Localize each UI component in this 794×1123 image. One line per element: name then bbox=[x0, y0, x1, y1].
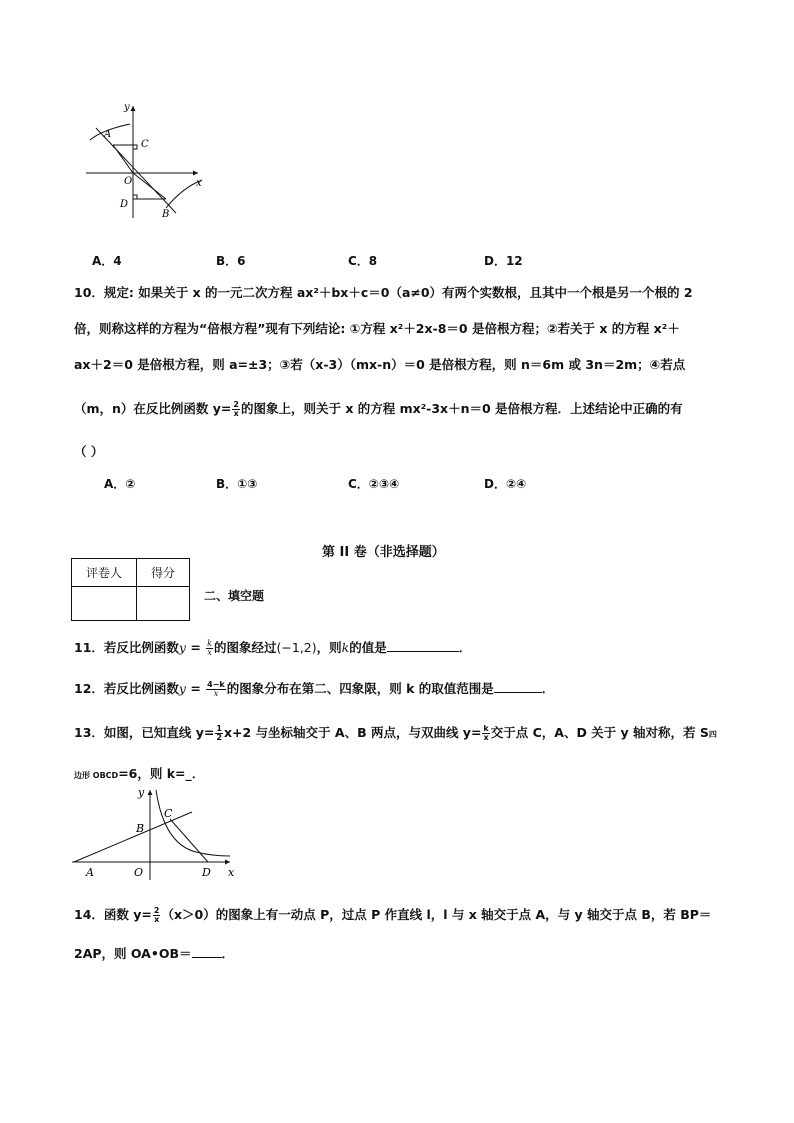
q10-line-3: ax＋2＝0 是倍根方程，则 a=±3；③若（x-3）（mx-n）＝0 是倍根方程，则 n＝6m 或 3n＝2m；④若点 bbox=[74, 357, 686, 372]
q9-figure bbox=[82, 100, 222, 225]
q13-figure bbox=[66, 784, 246, 884]
q9-option-d: D．12 bbox=[484, 254, 523, 268]
q10-option-d: D．②④ bbox=[484, 477, 527, 491]
q10-option-b: B．①③ bbox=[216, 477, 258, 491]
score-table-header-score: 得分 bbox=[137, 559, 190, 587]
fraction-1-over-2: $\frac{1}{2}$ bbox=[216, 724, 222, 742]
q10-line-5: （ ） bbox=[74, 444, 104, 459]
q10-line-4: （m，n）在反比例函数 y= $\frac{2}{x}$ 的图象上，则关于 x 的方程 mx²-3x＋n＝0 是倍根方程．上述结论中正确的有 bbox=[74, 400, 683, 418]
x-axis-label: x bbox=[196, 178, 202, 189]
point-c-label: C bbox=[164, 807, 173, 820]
q9-option-c: C．8 bbox=[348, 254, 378, 268]
q12-line: 12．若反比例函数y = $\frac{4-k}{x}$ 的图象分布在第二、四象限，则 k 的取值范围是 ． bbox=[74, 680, 555, 698]
y-axis-label: y bbox=[138, 786, 145, 799]
q14-line-1: 14．函数 y= $\frac{2}{x}$ （x＞0）的图象上有一动点 P，过点 P 作直线 l，l 与 x 轴交于点 A，与 y 轴交于点 B，若 BP＝ bbox=[74, 906, 712, 924]
right-angle-d bbox=[133, 195, 137, 199]
point-o-label: O bbox=[124, 176, 133, 187]
q9-option-b: B．6 bbox=[216, 254, 246, 268]
score-table-cell-grader[interactable] bbox=[72, 587, 137, 621]
q10-option-c: C．②③④ bbox=[348, 477, 400, 491]
point-a-label: A bbox=[104, 129, 112, 140]
q10-option-a: A．② bbox=[104, 477, 136, 491]
part-2-title: 二、填空题 bbox=[204, 589, 265, 603]
q10-line-1: 10．规定: 如果关于 x 的一元二次方程 ax²＋bx＋c＝0（a≠0）有两个实数根，且其中一个根是另一个根的 2 bbox=[74, 285, 693, 300]
q11-line: 11．若反比例函数y = $\frac{k}{x}$ 的图象经过(−1,2)，则k的值是 ． bbox=[74, 639, 472, 657]
segment-ob bbox=[133, 173, 166, 199]
x-axis-label: x bbox=[228, 866, 235, 879]
point-d-label: D bbox=[120, 199, 129, 210]
line-ab bbox=[96, 128, 176, 213]
q14-answer-blank[interactable] bbox=[192, 957, 222, 958]
q13-line-2: 边形 OBCD=6，则 k=_． bbox=[74, 766, 205, 781]
q14-line-2: 2AP，则 OA•OB＝ ． bbox=[74, 946, 235, 961]
fraction-k-over-x: $\frac{k}{x}$ bbox=[483, 724, 489, 742]
point-d-label: D bbox=[202, 866, 211, 879]
y-axis-label: y bbox=[124, 102, 130, 113]
q11-answer-blank[interactable] bbox=[387, 651, 459, 652]
fraction-k-over-x: $\frac{k}{x}$ bbox=[207, 639, 213, 657]
q10-line-2: 倍，则称这样的方程为“倍根方程”现有下列结论: ①方程 x²＋2x-8＝0 是倍根方程；②若关于 x 的方程 x²＋ bbox=[74, 321, 680, 336]
point-c-label: C bbox=[141, 139, 149, 150]
score-table bbox=[71, 558, 190, 621]
point-a-label: A bbox=[86, 866, 94, 879]
right-angle-c bbox=[133, 145, 137, 149]
score-table-header-grader: 评卷人 bbox=[72, 559, 137, 587]
line-abc bbox=[74, 812, 192, 862]
fraction-4-minus-k-over-x: $\frac{4-k}{x}$ bbox=[207, 680, 225, 698]
q13-line-1: 13．如图，已知直线 y= $\frac{1}{2}$ x+2 与坐标轴交于 A、B 两点，与双曲线 y= $\frac{k}{x}$ 交于点 C，A、D 关于 y 轴对称，若 S四 bbox=[74, 724, 717, 742]
point-b-label: B bbox=[162, 209, 170, 220]
q9-option-a: A．4 bbox=[92, 254, 122, 268]
point-b-label: B bbox=[136, 822, 145, 835]
segment-ao bbox=[113, 145, 133, 173]
point-o-label: O bbox=[134, 866, 144, 879]
fraction-2-over-x: $\frac{2}{x}$ bbox=[153, 906, 160, 924]
score-table-cell-score[interactable] bbox=[137, 587, 190, 621]
section-title: 第 II 卷（非选择题） bbox=[322, 545, 445, 560]
fraction-2-over-x: $\frac{2}{x}$ bbox=[233, 400, 239, 418]
q12-answer-blank[interactable] bbox=[494, 692, 542, 693]
